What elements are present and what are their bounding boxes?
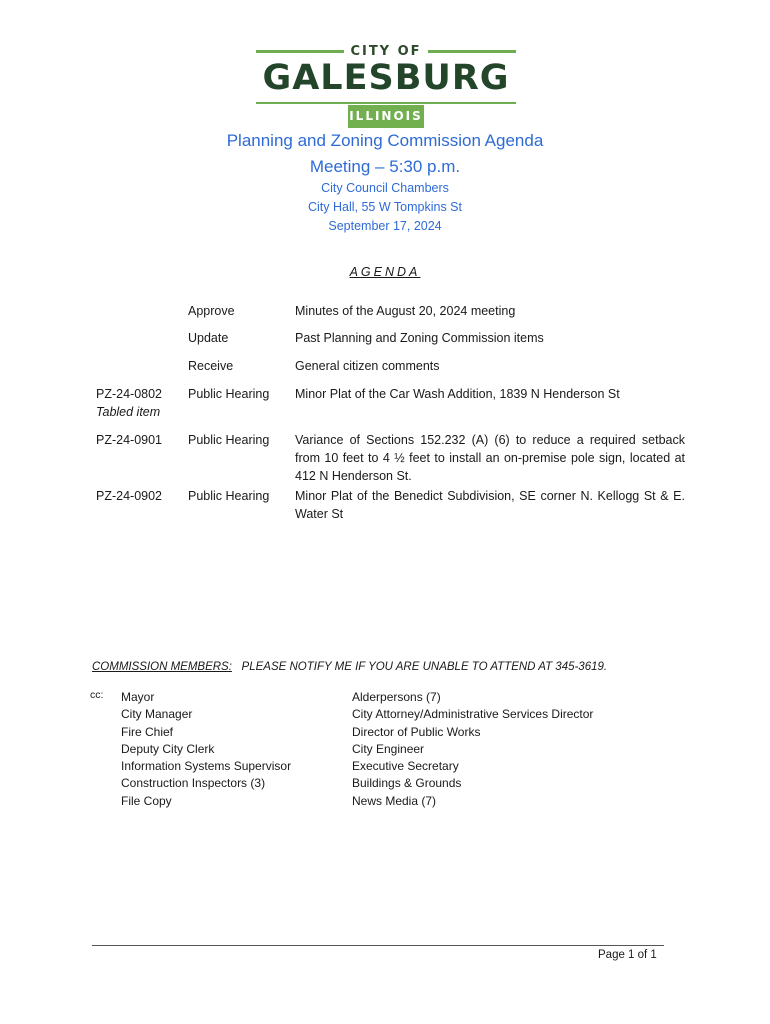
commission-members-notice: [92, 661, 607, 673]
logo-illinois: ILLINOIS: [348, 105, 424, 128]
agenda-action: Public Hearing: [188, 387, 270, 401]
logo-city-of: CITY OF: [350, 44, 422, 59]
agenda-action: Update: [188, 331, 229, 345]
cc-recipient: City Engineer: [352, 741, 425, 756]
cc-label: cc:: [90, 689, 104, 701]
members-text: PLEASE NOTIFY ME IF YOU ARE UNABLE TO ATTEND AT 345-3619.: [241, 661, 608, 673]
cc-recipient: Executive Secretary: [352, 759, 459, 774]
agenda-action: Public Hearing: [188, 433, 270, 447]
agenda-heading: AGENDA: [349, 265, 421, 279]
cc-recipient: City Manager: [121, 707, 193, 722]
cc-recipient: City Attorney/Administrative Services Director: [352, 707, 594, 722]
cc-recipient: Fire Chief: [121, 724, 174, 739]
city-logo: [256, 44, 516, 128]
cc-list-right: [352, 689, 593, 810]
agenda-title-line2: Meeting – 5:30 p.m.: [309, 157, 461, 176]
agenda-action: Receive: [188, 359, 234, 373]
agenda-action: Public Hearing: [188, 489, 270, 503]
case-number: PZ-24-0802 Tabled item: [96, 385, 186, 421]
cc-recipient: Alderpersons (7): [352, 690, 441, 704]
cc-recipient: Director of Public Works: [352, 724, 481, 739]
page-number: Page 1 of 1: [598, 949, 657, 961]
agenda-description: Minutes of the August 20, 2024 meeting: [295, 304, 516, 318]
case-number: PZ-24-0901: [96, 433, 163, 447]
logo-rule-right: [428, 50, 516, 53]
cc-recipient: Mayor: [121, 690, 155, 704]
agenda-description: General citizen comments: [295, 359, 440, 373]
cc-recipient: Buildings & Grounds: [352, 776, 462, 791]
meeting-date: September 17, 2024: [328, 219, 442, 233]
footer-rule: [92, 945, 664, 946]
cc-recipient: Deputy City Clerk: [121, 741, 215, 756]
agenda-title-line1: Planning and Zoning Commission Agenda: [226, 131, 544, 150]
agenda-description: Variance of Sections 152.232 (A) (6) to reduce a required setback from 10 feet to 4 ½ feet to install an on-premise pole sign, located at 412 N Henderson St.: [295, 433, 685, 483]
agenda-description: Minor Plat of the Car Wash Addition, 1839 N Henderson St: [295, 387, 620, 401]
cc-recipient: Construction Inspectors (3): [121, 776, 266, 791]
logo-galesburg: GALESBURG: [262, 58, 510, 98]
cc-recipient: File Copy: [121, 793, 172, 808]
case-number: PZ-24-0902: [96, 489, 163, 503]
logo-rule-bottom: [256, 102, 516, 104]
members-label: COMMISSION MEMBERS:: [92, 661, 232, 673]
cc-list-left: [121, 689, 291, 810]
agenda-description: Minor Plat of the Benedict Subdivision, SE corner N. Kellogg St & E. Water St: [295, 489, 685, 521]
agenda-action: Approve: [188, 304, 235, 318]
cc-recipient: News Media (7): [352, 793, 437, 808]
meeting-location: City Council Chambers: [321, 181, 449, 195]
cc-recipient: Information Systems Supervisor: [121, 759, 292, 774]
agenda-description: Past Planning and Zoning Commission items: [295, 331, 544, 345]
logo-rule-left: [256, 50, 344, 53]
meeting-address: City Hall, 55 W Tompkins St: [308, 200, 462, 214]
tabled-note: Tabled item: [96, 405, 161, 419]
